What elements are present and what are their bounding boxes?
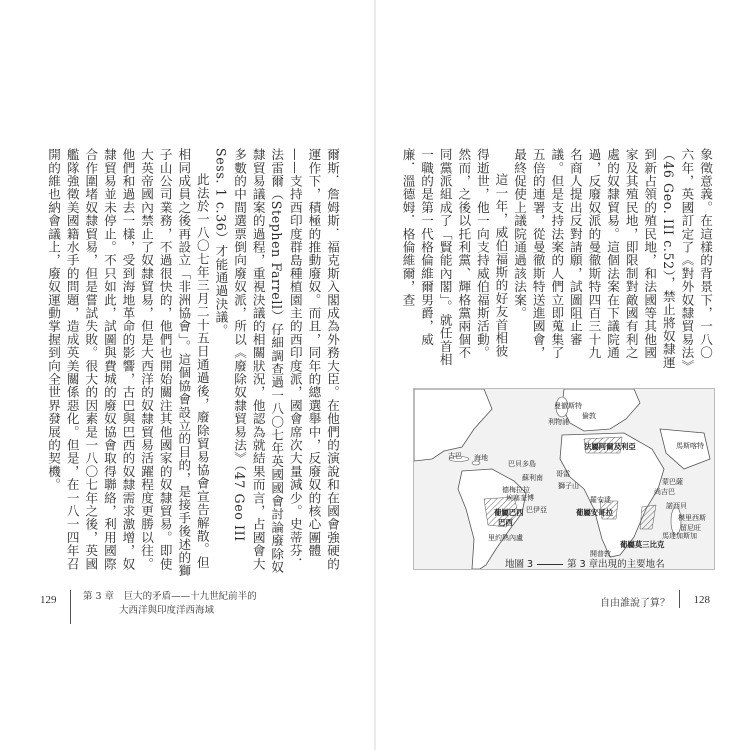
map-label-rio: 里約熱內盧 bbox=[488, 534, 523, 542]
chapter-title-line-1: 第 3 章 巨大的矛盾——十九世紀前半的 bbox=[83, 591, 257, 602]
map-label-demerara: 德梅拉拉 bbox=[502, 486, 530, 494]
left-running-footer bbox=[83, 590, 313, 618]
left-footer-divider bbox=[70, 590, 71, 624]
chapter-title-line-2: 大西洋與印度洋西海域 bbox=[119, 605, 215, 616]
map-label-french-algeria: 法屬阿爾及利亞 bbox=[584, 442, 636, 451]
map-label-liverpool: 利物浦 bbox=[548, 418, 569, 426]
left-folio: 129 bbox=[40, 594, 57, 606]
map-label-nosy-be: 諾西貝 bbox=[666, 502, 687, 510]
atlantic-map bbox=[413, 388, 715, 570]
map-label-suriname: 蘇利南 bbox=[522, 474, 543, 482]
map-label-angola: 葡屬安哥拉 bbox=[576, 508, 613, 517]
map-label-reunion: 留尼旺 bbox=[680, 524, 701, 532]
right-running-footer: 自由誰說了算？ bbox=[600, 598, 670, 609]
map-label-bahia: 巴伊亞 bbox=[526, 506, 547, 514]
map-label-london: 倫敦 bbox=[582, 412, 596, 420]
map-caption bbox=[505, 556, 745, 570]
map-label-brazil: 巴西 bbox=[498, 518, 513, 527]
left-paragraph-1: 爾斯．詹姆斯．福克斯入閣成為外務大臣。在他們的演說和在國會強硬的運作下，積極的推動廢奴。而且，同年的總選舉中，反廢奴的核心團體——支持西印度群島種植園主的西印度派，國會席次大量減少。史蒂芬．法雷爾（Stephen Farrell）仔細調查過一八〇七年英國國會討論廢除奴隸貿易議案的過程，重視決議的相關狀況，他認為就結果而言，占國會大多數的中間選票倒向廢奴派，所以《廢除奴隸貿易法》（47 Geo III Sess. 1 c.36）才能通過決議。 bbox=[213, 148, 340, 574]
map-caption-text: 第 3 章出現的主要地名 bbox=[567, 559, 665, 570]
map-label-madagascar: 馬達加斯加 bbox=[662, 532, 697, 540]
map-label-haiti: 海地 bbox=[474, 454, 488, 462]
map-label-cuba: 古巴 bbox=[448, 452, 462, 460]
map-label-mozambique: 葡屬莫三比克 bbox=[620, 540, 665, 549]
right-folio: 128 bbox=[693, 594, 710, 606]
right-paragraph-2: 這一年，威伯福斯的好友首相彼得逝世，他一向支持威伯福斯活動。然而，之後以托利黨、輝格黨兩個不同黨派組成了「賢能內閣」。就任首相一職的是第一代格倫維爾男爵，威廉．溫德姆．格倫維爾，查 bbox=[400, 148, 509, 367]
left-paragraph-2: 此法於一八〇七年三月二十五日通過後，廢除貿易協會宣告解散。但相同成員之後再設立「非洲協會」。這個協會設立的目的，是接手後述的獅子山公司業務，不過很快的，他們也開始關注其他國家的奴隸貿易。即使大英帝國內禁止了奴隸貿易，但是大西洋的奴隸貿易活躍程度更勝以往。他們和過去一樣，受到海地革命的影響，古巴與巴西的奴隸需求激增，奴隸貿易並未停止。不只如此，試圖與費城的廢奴協會取得聯絡，利用國際合作圍堵奴隸貿易，但是嘗試失敗。很大的因素是一八〇七年之後，英國艦隊強徵美國籍水手的問題，造成英美關係惡化。但是，在一八一四年召開的維也納會議上，廢奴運動掌握到向全世界發展的契機。 bbox=[46, 148, 210, 578]
map-label-cape-town: 開普敦 bbox=[590, 550, 611, 558]
right-page bbox=[375, 0, 750, 750]
map-label-luanda: 羅安達 bbox=[590, 496, 611, 504]
left-page-body bbox=[44, 148, 342, 580]
map-label-mombasa: 蒙巴薩 bbox=[662, 478, 683, 486]
right-paragraph-1: 象徵意義。在這樣的背景下，一八〇六年，英國訂定了《對外奴隸貿易法》（46 Geo. III c.52），禁止將奴隸運到新占領的殖民地，和法國等其他國家及其殖民地，即限制對敵國有利之處的奴隸貿易。這個法案在下議院通過，反廢奴派的曼徹斯特四百三十九名商人提出反對請願，試圖阻止審議。但是支持法案的人們立即蒐集了五倍的連署，從曼徹斯特送進國會，最終促使上議院通過該法案。 bbox=[512, 148, 713, 370]
map-label-goree: 哥雷 bbox=[556, 470, 570, 478]
map-label-mauritius: 模里西斯 bbox=[678, 514, 706, 522]
map-label-sierra-leone: 獅子山 bbox=[558, 482, 579, 490]
map-label-portuguese-brazil: 葡屬巴西 bbox=[494, 508, 524, 517]
right-page-body bbox=[398, 148, 714, 370]
map-caption-label: 地圖 3 bbox=[505, 559, 534, 570]
caption-dash bbox=[537, 564, 563, 565]
map-label-zanzibar: 尚吉巴 bbox=[654, 488, 675, 496]
map-label-manchester: 曼徹斯特 bbox=[554, 402, 582, 410]
map-label-berbice: 埃塞奎博 bbox=[506, 494, 534, 502]
right-footer-divider bbox=[679, 590, 680, 608]
map-label-muscat: 馬斯喀特 bbox=[676, 442, 704, 450]
map-label-barbados: 巴貝多島 bbox=[508, 460, 536, 468]
